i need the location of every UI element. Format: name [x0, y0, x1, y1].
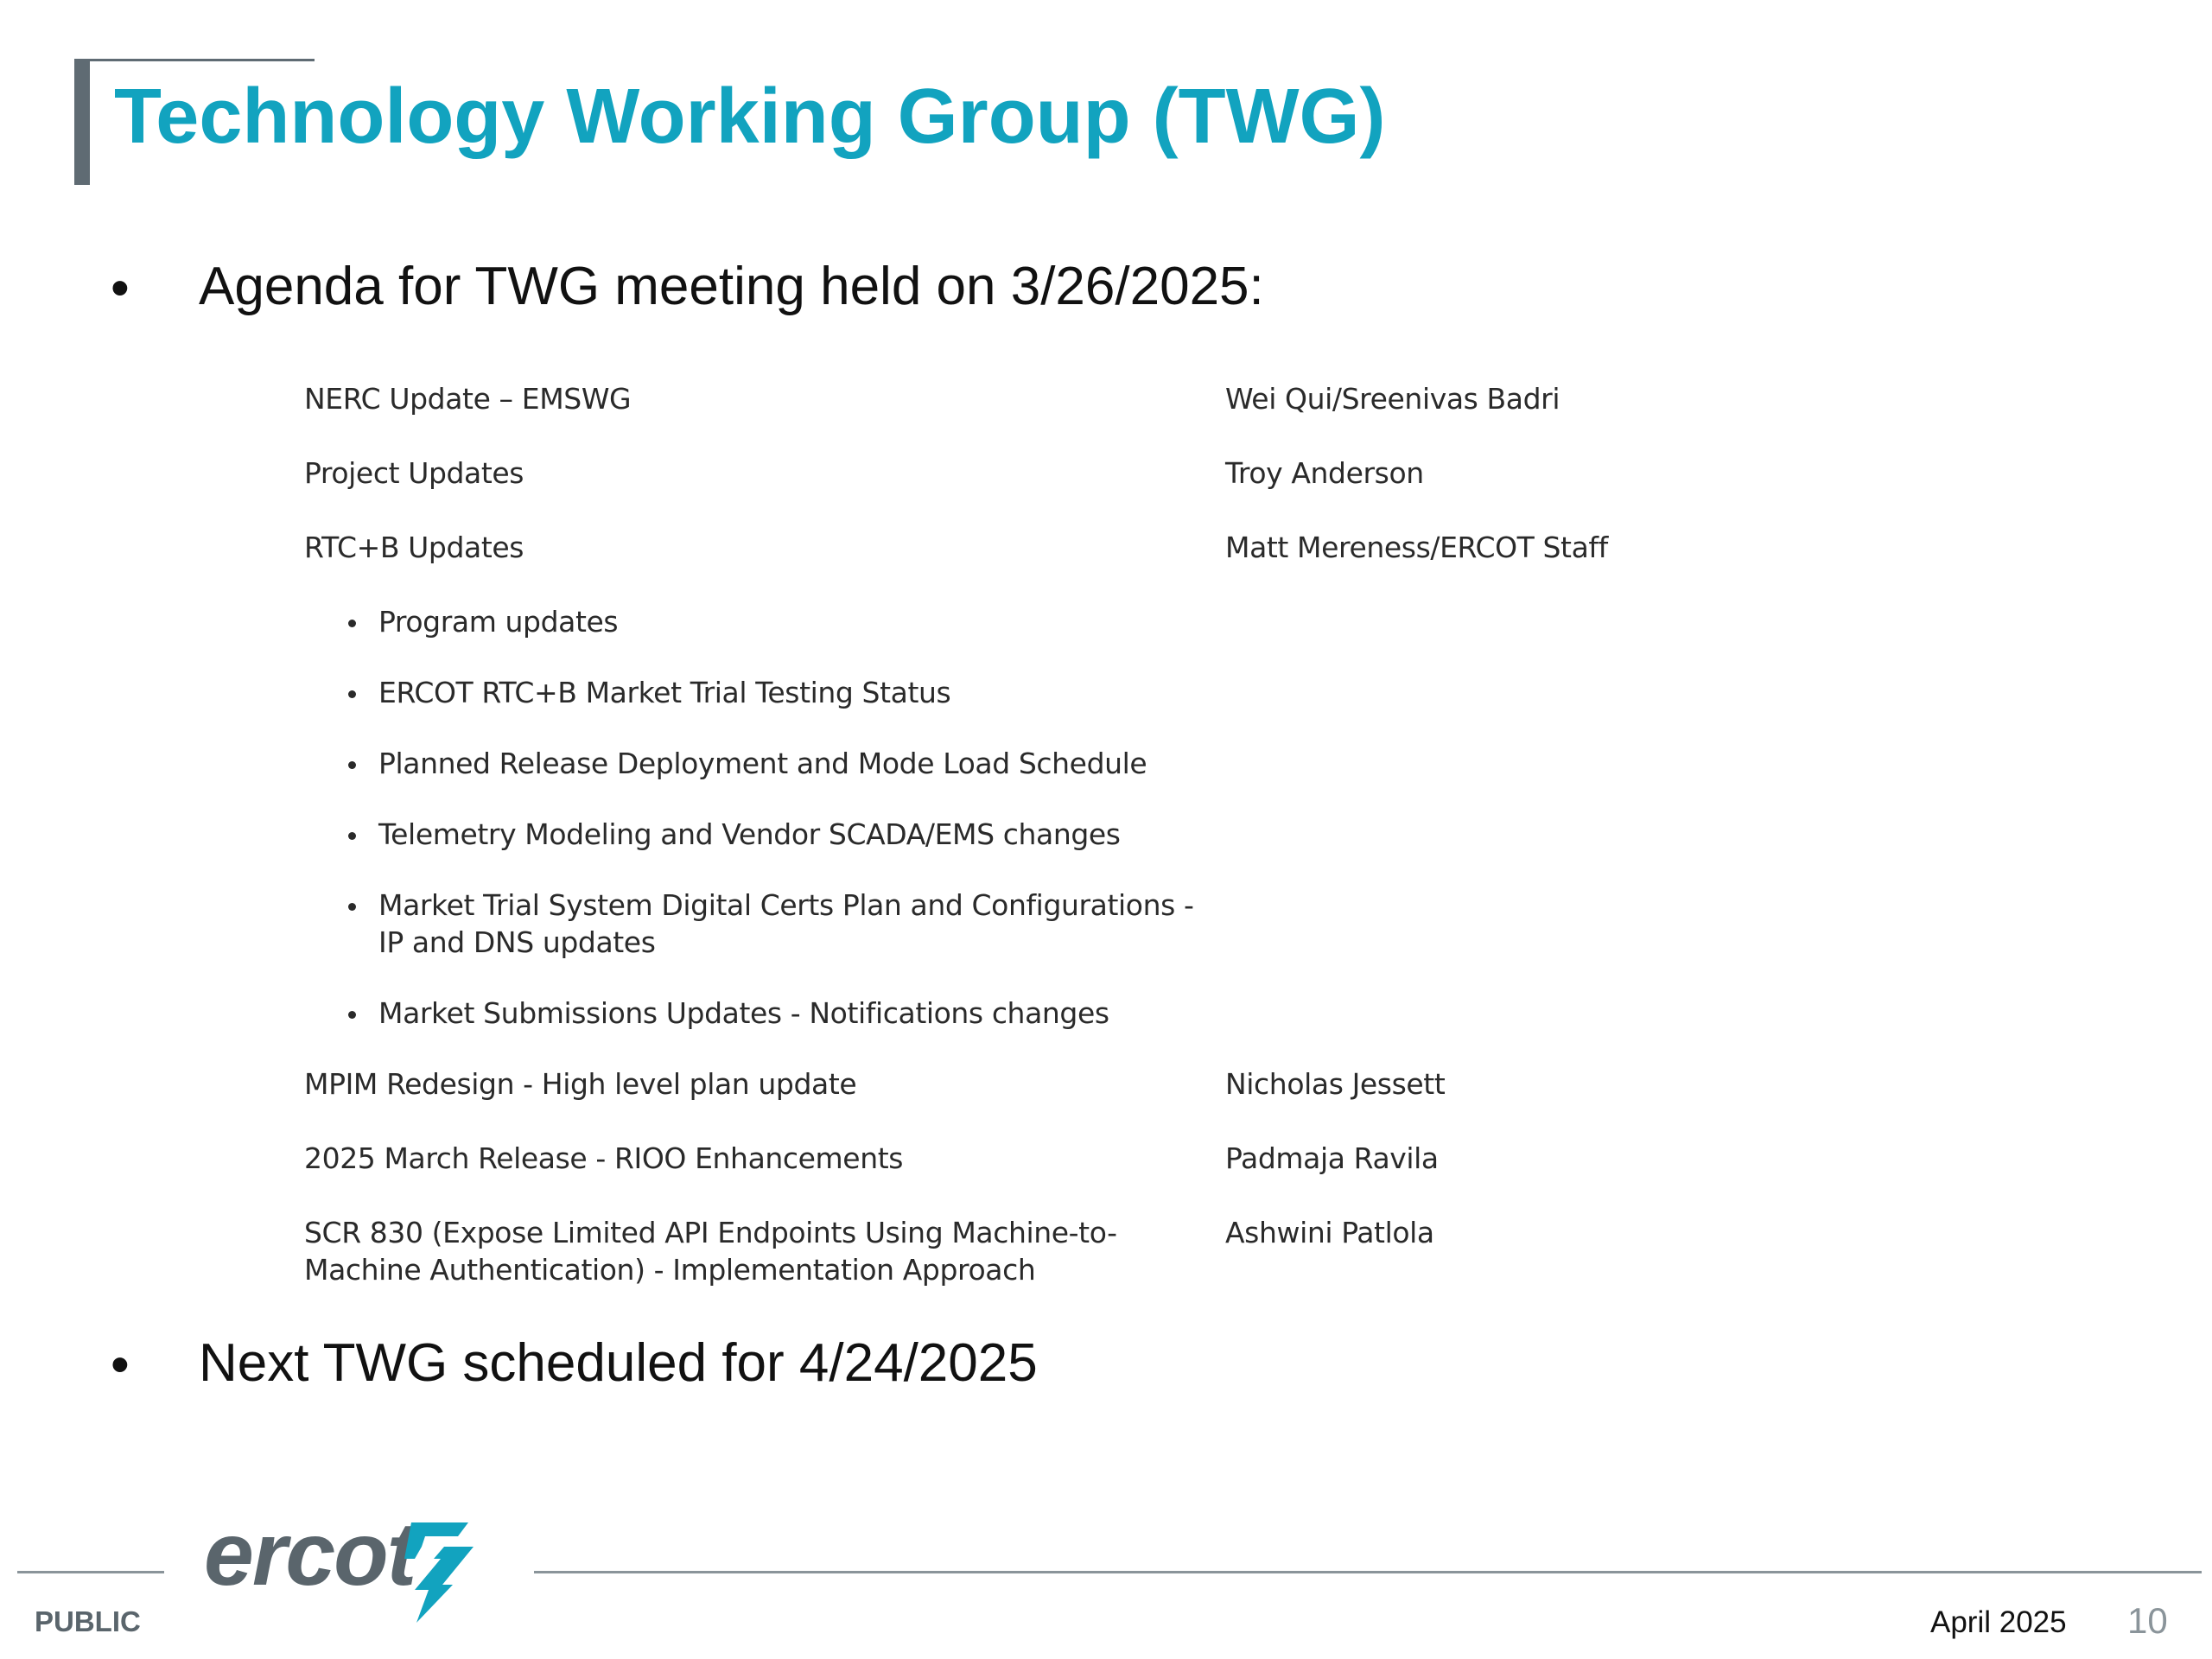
- bullet-marker: •: [111, 1335, 130, 1395]
- agenda-presenter: Matt Mereness/ERCOT Staff: [1225, 531, 1608, 564]
- slide-title: Technology Working Group (TWG): [114, 73, 1386, 160]
- agenda-row: [304, 380, 1652, 417]
- agenda-presenter: Padmaja Ravila: [1225, 1141, 1439, 1175]
- agenda-item: SCR 830 (Expose Limited API Endpoints Using Machine-to-Machine Authentication) - Implementation Approach: [304, 1216, 1117, 1287]
- agenda-item: Project Updates: [304, 456, 524, 490]
- footer-date: April 2025: [1930, 1605, 2067, 1639]
- next-meeting-text: Next TWG scheduled for 4/24/2025: [199, 1333, 1038, 1393]
- agenda-row: [304, 529, 1652, 566]
- agenda-subitem: Telemetry Modeling and Vendor SCADA/EMS changes: [304, 816, 1225, 853]
- agenda-subitem-row: [304, 816, 1652, 853]
- agenda-subitem-row: [304, 674, 1652, 711]
- agenda-subitem: ERCOT RTC+B Market Trial Testing Status: [304, 674, 1225, 711]
- agenda-presenter: Wei Qui/Sreenivas Badri: [1225, 382, 1560, 416]
- bullet-marker: •: [111, 258, 130, 318]
- agenda-subitem: Program updates: [304, 603, 1225, 640]
- agenda-item: 2025 March Release - RIOO Enhancements: [304, 1141, 904, 1175]
- title-accent-bar: [74, 59, 90, 185]
- agenda-subitem: Market Trial System Digital Certs Plan and Configurations - IP and DNS updates: [304, 887, 1225, 961]
- agenda-subitem: Planned Release Deployment and Mode Load Schedule: [304, 745, 1225, 782]
- agenda-row: [304, 1214, 1652, 1288]
- agenda-subitem: Market Submissions Updates - Notifications changes: [304, 995, 1225, 1032]
- agenda-row: [304, 1140, 1652, 1177]
- agenda-table: [304, 380, 1652, 1325]
- title-accent-rule: [74, 59, 315, 61]
- agenda-item: MPIM Redesign - High level plan update: [304, 1067, 857, 1101]
- agenda-item: NERC Update – EMSWG: [304, 382, 632, 416]
- agenda-subitem-row: [304, 745, 1652, 782]
- agenda-subitem-row: [304, 603, 1652, 640]
- agenda-presenter: Ashwini Patlola: [1225, 1216, 1434, 1249]
- agenda-row: [304, 1065, 1652, 1103]
- agenda-item: RTC+B Updates: [304, 531, 524, 564]
- agenda-presenter: Nicholas Jessett: [1225, 1067, 1446, 1101]
- page-number: 10: [2127, 1600, 2168, 1641]
- classification-label: PUBLIC: [35, 1605, 141, 1637]
- footer-divider-right: [534, 1571, 2202, 1573]
- agenda-heading: Agenda for TWG meeting held on 3/26/2025:: [199, 257, 1264, 316]
- footer-divider-left: [17, 1571, 164, 1573]
- agenda-presenter: Troy Anderson: [1225, 456, 1424, 490]
- agenda-subitem-row: [304, 887, 1652, 961]
- logo-wordmark: ercot: [204, 1504, 416, 1605]
- agenda-row: [304, 454, 1652, 492]
- lightning-mark-icon: [396, 1517, 479, 1626]
- agenda-subitem-row: [304, 995, 1652, 1032]
